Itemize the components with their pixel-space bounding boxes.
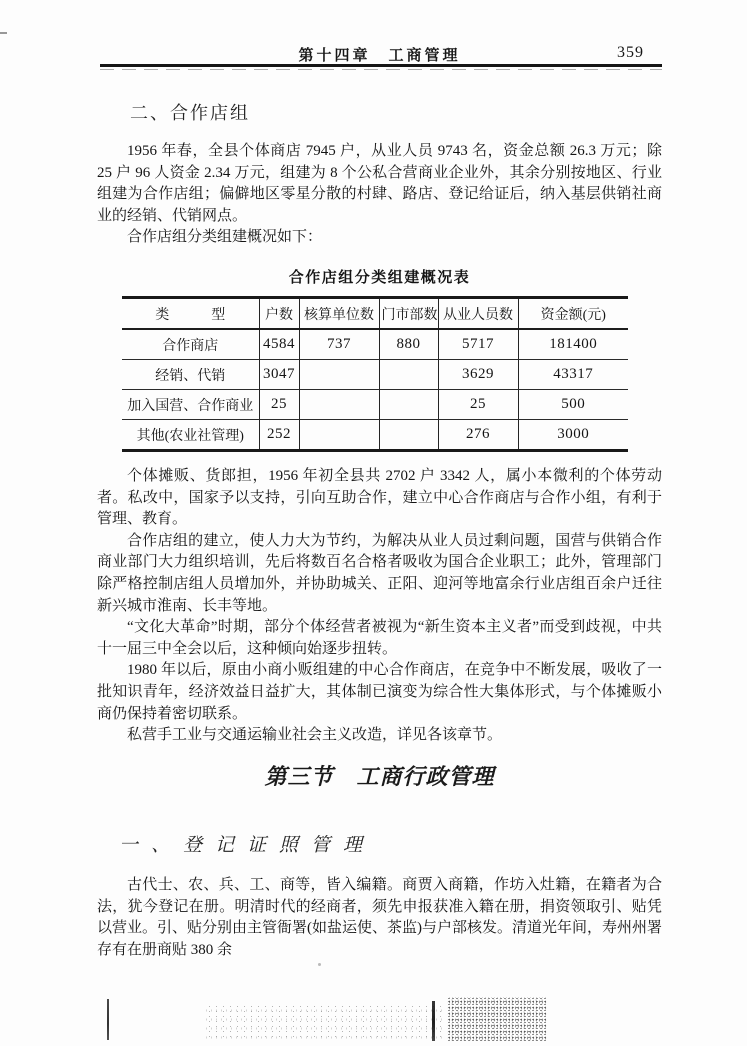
cell-households: 25	[259, 390, 299, 420]
header-rule-echo	[100, 69, 662, 70]
cell-employees: 5717	[438, 329, 518, 360]
paragraph-coop-4: “文化大革命”时期，部分个体经营者被视为“新生资本主义者”而受到歧视，中共十一屈三中全会以后，这种倾向始逐步扭转。	[97, 619, 662, 657]
cell-type: 加入国营、合作商业	[122, 390, 259, 420]
scan-artifact-corner	[0, 32, 7, 34]
col-header-capital: 资金额(元)	[518, 298, 628, 330]
body-text-block-2	[97, 466, 662, 747]
cell-accounting-units	[299, 420, 379, 451]
subsection-heading-registration: 一、登记证照管理	[119, 835, 376, 856]
col-header-retail-outlets: 门市部数	[379, 298, 438, 330]
scan-artifact-streak-left	[107, 999, 109, 1040]
section-heading-coop: 二、合作店组	[130, 103, 250, 123]
cell-retail-outlets	[379, 390, 438, 420]
body-text-block-3	[97, 875, 662, 961]
table-row	[122, 420, 628, 451]
header-rule	[100, 64, 662, 67]
col-header-households: 户数	[259, 298, 299, 330]
cell-retail-outlets	[379, 360, 438, 390]
col-header-accounting-units: 核算单位数	[299, 298, 379, 330]
scan-artifact-speckle-band-right	[447, 997, 547, 1041]
paragraph-coop-6: 私营手工业与交通运输业社会主义改造，详见各该章节。	[127, 727, 503, 744]
table-row	[122, 329, 628, 360]
cell-households: 3047	[259, 360, 299, 390]
cell-type: 合作商店	[122, 329, 259, 360]
section-title-admin: 第三节 工商行政管理	[264, 764, 495, 789]
chapter-title: 第十四章 工商管理	[298, 47, 461, 64]
cell-employees: 276	[438, 420, 518, 451]
table-row	[122, 390, 628, 420]
coop-summary-table	[122, 296, 628, 452]
cell-retail-outlets	[379, 420, 438, 451]
cell-capital: 3000	[518, 420, 628, 451]
page-number: 359	[617, 44, 644, 61]
table-intro-line: 合作店组分类组建概况如下：	[127, 229, 323, 246]
col-header-employees: 从业人员数	[438, 298, 518, 330]
cell-households: 252	[259, 420, 299, 451]
running-header	[97, 44, 662, 64]
cell-accounting-units: 737	[299, 329, 379, 360]
paragraph-admin-1: 古代士、农、兵、工、商等，皆入编籍。商贾入商籍，作坊入灶籍，在籍者为合法，犹今登记在册。明清时代的经商者，须先申报获准入籍在册，捐资领取引、贴凭以营业。引、贴分别由主管衙署(如盐运使、茶监)与户部核发。清道光年间，寿州州署存有在册商贴 380 余	[97, 877, 662, 958]
scan-artifact-speckle-band-left	[206, 1004, 444, 1040]
paragraph-coop-5: 1980 年以后，原由小商小贩组建的中心合作商店，在竞争中不断发展，吸收了一批知识青年，经济效益日益扩大，其体制已演变为综合性大集体形式，与个体摊贩小商仍保持着密切联系。	[97, 662, 662, 722]
cell-accounting-units	[299, 360, 379, 390]
cell-retail-outlets: 880	[379, 329, 438, 360]
cell-type: 其他(农业社管理)	[136, 428, 244, 444]
table-row	[122, 360, 628, 390]
cell-households: 4584	[259, 329, 299, 360]
cell-capital: 43317	[518, 360, 628, 390]
table-header-row	[122, 298, 628, 330]
cell-employees: 3629	[438, 360, 518, 390]
body-text-block-1	[97, 141, 662, 249]
cell-type: 经销、代销	[122, 360, 259, 390]
cell-capital: 500	[518, 390, 628, 420]
paragraph-coop-2: 个体摊贩、货郎担，1956 年初全县共 2702 户 3342 人，属小本微利的个体劳动者。私改中，国家予以支持，引向互助合作，建立中心合作商店与合作小组，有利于管理、教育。	[97, 468, 662, 528]
scan-artifact-dot	[318, 963, 321, 966]
table-title: 合作店组分类组建概况表	[288, 269, 471, 286]
cell-accounting-units	[299, 390, 379, 420]
cell-capital: 181400	[518, 329, 628, 360]
paragraph-coop-1: 1956 年春，全县个体商店 7945 户，从业人员 9743 名，资金总额 26.3 万元；除 25 户 96 人资金 2.34 万元，组建为 8 个公私合营商业企业外，其余分别按地区、行业组建为合作店组；偏僻地区零星分散的村肆、路店、登记给证后，纳入基层供销社商业的经销、代销网点。	[97, 143, 662, 224]
cell-employees: 25	[438, 390, 518, 420]
paragraph-coop-3: 合作店组的建立，使人力大为节约，为解决从业人员过剩问题，国营与供销合作商业部门大力组织培训，先后将数百名合格者吸收为国合企业职工；此外，管理部门除严格控制店组人员增加外，并协助城关、正阳、迎河等地富余行业店组百余户迁往新兴城市淮南、长丰等地。	[97, 532, 662, 614]
col-header-type: 类 型	[122, 298, 259, 330]
